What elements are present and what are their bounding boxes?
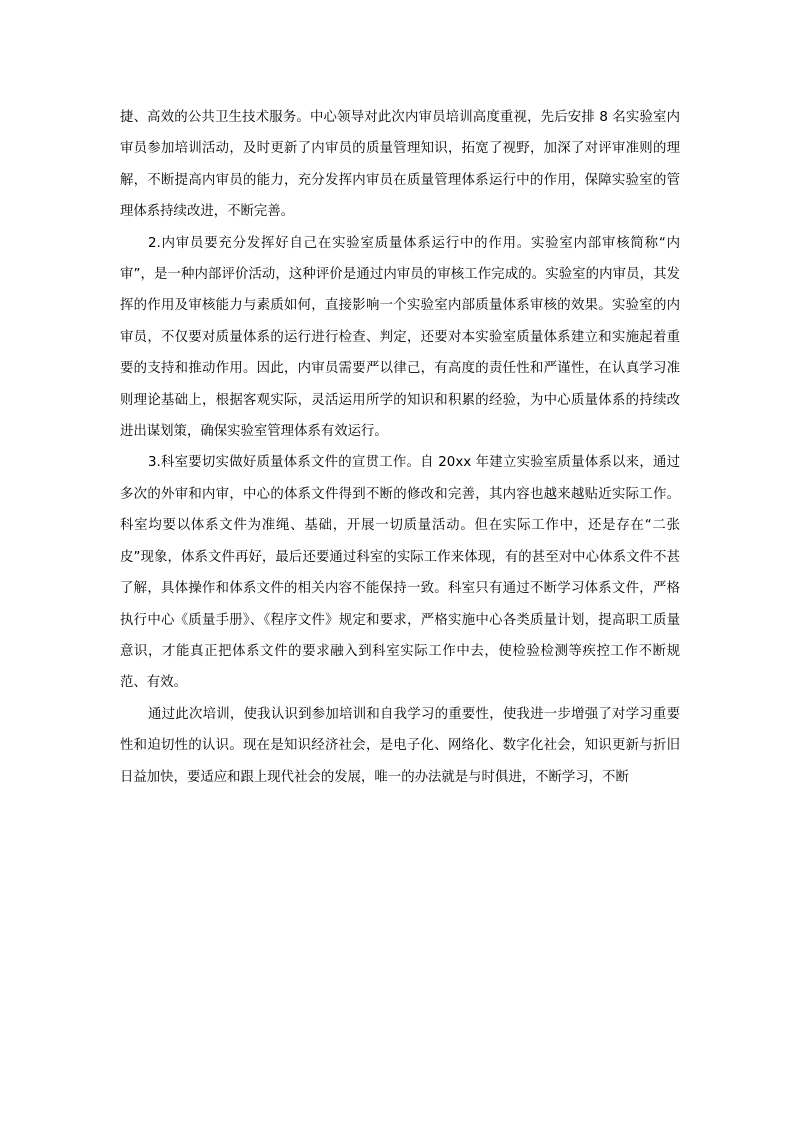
paragraph-continuation: 捷、高效的公共卫生技术服务。中心领导对此次内审员培训高度重视，先后安排 8 名实验室内审员参加培训活动，及时更新了内审员的质量管理知识，拓宽了视野，加深了对评审准则的理解，不断提高内审员的能力，充分发挥内审员在质量管理体系运行中的作用，保障实验室的管理体系持续改进，不断完善。 bbox=[120, 110, 680, 220]
paragraph-item-3: 3.科室要切实做好质量体系文件的宣贯工作。自 20xx 年建立实验室质量体系以来，通过多次的外审和内审，中心的体系文件得到不断的修改和完善，其内容也越来越贴近实际工作。科室均要以体系文件为准绳、基础，开展一切质量活动。但在实际工作中，还是存在“二张皮”现象，体系文件再好，最后还要通过科室的实际工作来体现，有的甚至对中心体系文件不甚了解，具体操作和体系文件的相关内容不能保持一致。科室只有通过不断学习体系文件，严格执行中心《质量手册》、《程序文件》规定和要求，严格实施中心各类质量计划，提高职工质量意识，才能真正把体系文件的要求融入到科室实际工作中去，使检验检测等疾控工作不断规范、有效。 bbox=[120, 455, 680, 691]
paragraph-item-2: 2.内审员要充分发挥好自己在实验室质量体系运行中的作用。实验室内部审核简称“内审”，是一种内部评价活动，这种评价是通过内审员的审核工作完成的。实验室的内审员，其发挥的作用及审核能力与素质如何，直接影响一个实验室内部质量体系审核的效果。实验室的内审员，不仅要对质量体系的运行进行检查、判定，还要对本实验室质量体系建立和实施起着重要的支持和推动作用。因此，内审员需要严以律己，有高度的责任性和严谨性，在认真学习准则理论基础上，根据客观实际，灵活运用所学的知识和积累的经验，为中心质量体系的持续改进出谋划策，确保实验室管理体系有效运行。 bbox=[120, 235, 680, 440]
document-body bbox=[120, 102, 680, 793]
paragraph-conclusion: 通过此次培训，使我认识到参加培训和自我学习的重要性，使我进一步增强了对学习重要性和迫切性的认识。现在是知识经济社会，是电子化、网络化、数字化社会，知识更新与折旧日益加快，要适应和跟上现代社会的发展，唯一的办法就是与时俱进，不断学习，不断 bbox=[120, 706, 680, 785]
